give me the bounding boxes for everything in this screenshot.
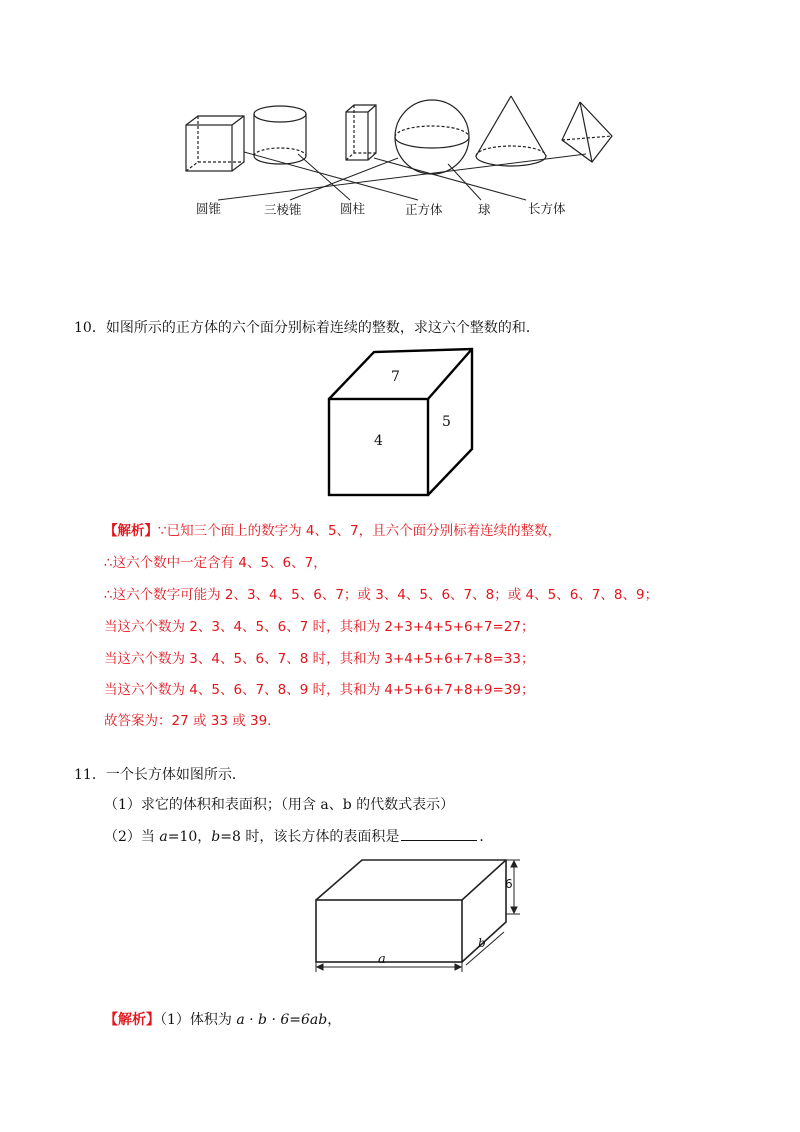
cone-shape: [476, 96, 546, 166]
face-right-number: 5: [442, 414, 451, 430]
dimension-length-label: a: [378, 952, 386, 967]
label-triangular-pyramid: 三棱锥: [264, 202, 302, 217]
sphere-shape: [395, 100, 469, 174]
label-cone: 圆锥: [196, 201, 222, 216]
label-sphere: 球: [478, 202, 491, 217]
cube-shape: [186, 116, 244, 171]
question-10: [74, 318, 540, 338]
label-cylinder: 圆柱: [340, 201, 366, 216]
triangular-pyramid-shape: [562, 102, 612, 162]
question-text: 一个长方体如图所示．: [105, 767, 246, 783]
solution-tag: 【解析】: [104, 523, 158, 539]
solution-text: ∵已知三个面上的数字为 4、5、7，且六个面分别标着连续的整数，: [158, 523, 562, 539]
question-11-solution: 【解析】（1）体积为 a · b · 6=6ab，: [104, 1012, 342, 1028]
label-cube: 正方体: [405, 202, 443, 217]
question-text: 如图所示的正方体的六个面分别标着连续的整数，求这六个整数的和．: [105, 320, 540, 336]
face-front-number: 4: [374, 433, 383, 449]
numbered-cube-figure: [320, 345, 480, 505]
question-11-part-1: （1）求它的体积和表面积；（用含 a、b 的代数式表示）: [104, 797, 455, 813]
question-number: 10．: [74, 320, 106, 336]
label-cuboid: 长方体: [528, 201, 566, 216]
volume-expression: a · b · 6=6ab: [236, 1012, 328, 1028]
question-11-part-2: （2）当 a=10，b=8 时，该长方体的表面积是 ．: [104, 826, 493, 847]
solution-tag: 【解析】: [104, 1012, 160, 1028]
question-number: 11．: [74, 767, 106, 783]
solution-line-4: 当这六个数为 2、3、4、5、6、7 时，其和为 2+3+4+5+6+7=27；: [104, 619, 535, 635]
solution-line-6: 当这六个数为 4、5、6、7、8、9 时，其和为 4+5+6+7+8+9=39；: [104, 682, 535, 698]
cylinder-shape: [254, 106, 306, 164]
face-top-number: 7: [391, 369, 400, 385]
solution-line-5: 当这六个数为 3、4、5、6、7、8 时，其和为 3+4+5+6+7+8=33；: [104, 651, 535, 667]
question-11: [74, 765, 246, 785]
answer-blank[interactable]: [401, 826, 477, 841]
cuboid-shape: [346, 105, 376, 160]
solution-line-2: ∴这六个数中一定含有 4、5、6、7，: [104, 555, 327, 571]
cuboid-dimension-figure: [308, 852, 528, 977]
dimension-height-label: 6: [505, 877, 513, 891]
dimension-depth-label: b: [478, 936, 486, 950]
solution-line-7: 故答案为：27 或 33 或 39．: [104, 713, 281, 729]
solution-line-3: ∴这六个数字可能为 2、3、4、5、6、7；或 3、4、5、6、7、8；或 4、5、6、7、8、9；: [104, 587, 659, 603]
solution-line-1: [104, 522, 561, 540]
